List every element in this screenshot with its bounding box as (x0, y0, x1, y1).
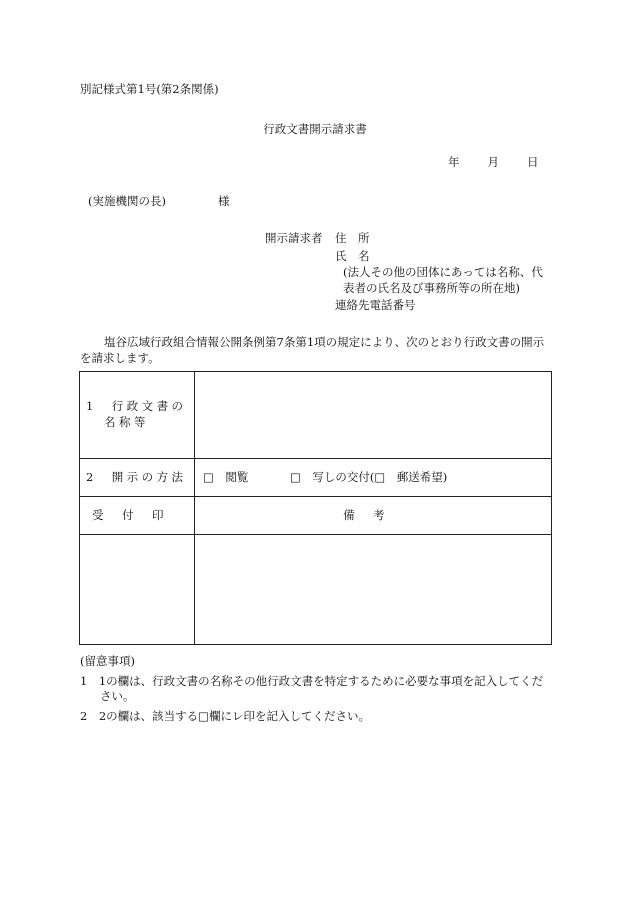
date-day: 日 (527, 155, 539, 169)
option-view-checkbox[interactable]: □ 閲覧 (203, 469, 249, 484)
request-form-table (79, 371, 552, 645)
note-item-2: 2 2の欄は、該当する□欄にレ印を記入してください。 (80, 708, 370, 723)
date-line (448, 155, 539, 171)
disclosure-method-options (195, 459, 552, 497)
document-name-field[interactable] (195, 372, 552, 459)
honorific: 様 (218, 194, 230, 208)
requester-address-label: 住 所 (335, 231, 370, 245)
request-statement-line1: 塩谷広域行政組合情報公開条例第7条第1項の規定により、次のとおり行政文書の開示 (104, 335, 545, 349)
document-name-label-a: 1 行政文書の (86, 399, 187, 414)
document-name-label-b: 名称等 (104, 415, 149, 429)
request-statement (80, 335, 552, 366)
notes-section (80, 654, 552, 724)
date-year: 年 (448, 155, 460, 169)
note-item-1: 1 1の欄は、行政文書の名称その他行政文書を特定するために必要な事項を記入してください。 (80, 673, 544, 704)
document-name-label (80, 372, 195, 459)
reception-stamp-box (80, 535, 195, 645)
requester-note-line1: (法人その他の団体にあっては名称、代 (343, 265, 543, 279)
request-statement-line2: を請求します。 (80, 350, 160, 365)
option-copy-checkbox[interactable]: □ 写しの交付(□ 郵送希望) (290, 469, 448, 484)
reception-stamp-header: 受付印 (80, 497, 195, 535)
requester-label: 開示請求者 (265, 231, 323, 245)
table-row-disclosure-method (80, 459, 552, 497)
form-number-label: 別記様式第1号(第2条関係) (80, 82, 219, 96)
table-row-document-name (80, 372, 552, 459)
disclosure-method-label: 2 開示の方法 (80, 459, 195, 497)
notes-heading: (留意事項) (80, 654, 135, 668)
addressee: (実施機関の長) (88, 194, 166, 208)
requester-name-label: 氏 名 (335, 249, 370, 263)
document-title: 行政文書開示請求書 (263, 122, 367, 136)
requester-contact-label: 連絡先電話番号 (335, 298, 416, 312)
date-month: 月 (487, 155, 499, 169)
table-row-headers (80, 497, 552, 535)
remarks-box (195, 535, 552, 645)
table-row-stamp-remarks (80, 535, 552, 645)
requester-note-line2: 表者の氏名及び事務所等の所在地) (343, 281, 520, 295)
remarks-header: 備考 (195, 497, 552, 535)
